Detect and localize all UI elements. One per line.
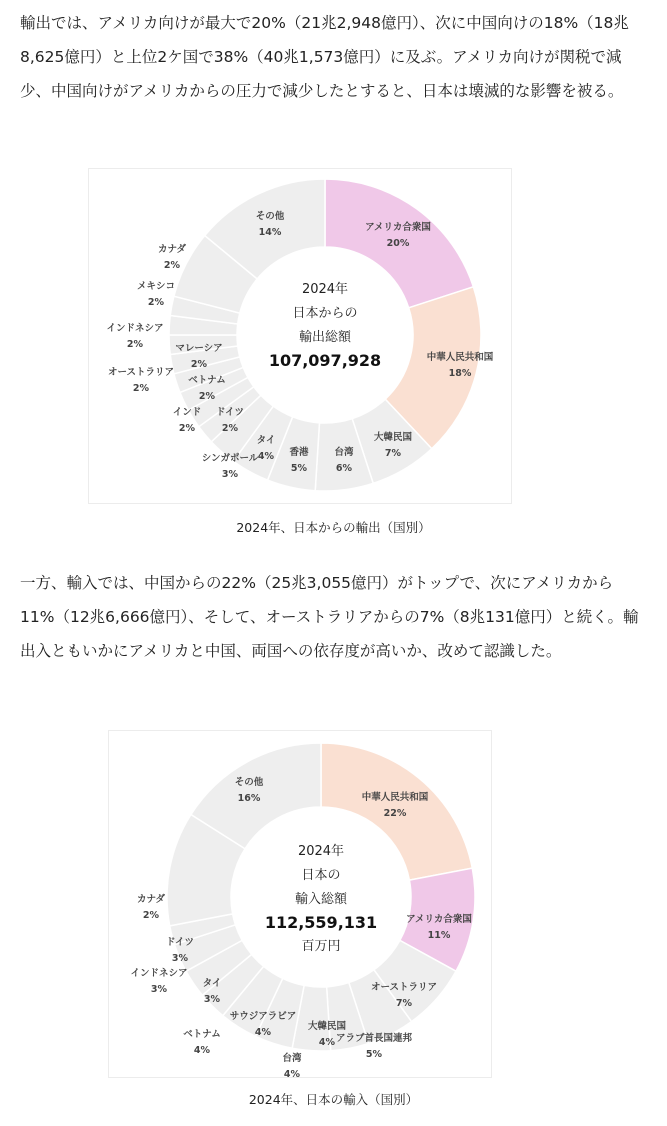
slice-label-サウジアラビア: サウジアラビア 4% bbox=[229, 1011, 297, 1038]
export-chart-container bbox=[88, 168, 512, 504]
slice-label-カナダ: カナダ 2% bbox=[136, 894, 166, 921]
slice-label-大韓民国: 大韓民国 4% bbox=[307, 1021, 347, 1048]
slice-label-インドネシア: インドネシア 2% bbox=[106, 323, 164, 350]
article-paragraph-import: 一方、輸入では、中国からの22%（25兆3,055億円）がトップで、次にアメリカから11%（12兆6,666億円）、そして、オーストラリアからの7%（8兆131億円）と続く。輸出入ともいかにアメリカと中国、両国への依存度が高いか、改めて認識した。 bbox=[20, 574, 639, 660]
import-chart-caption: 2024年、日本の輸入（国別） bbox=[248, 1092, 419, 1107]
slice-label-台湾: 台湾 6% bbox=[334, 447, 354, 474]
slice-label-メキシコ: メキシコ 2% bbox=[137, 281, 175, 308]
import-center-line2: 日本の bbox=[301, 868, 341, 883]
article-paragraph-export: 輸出では、アメリカ向けが最大で20%（21兆2,948億円）、次に中国向けの18%（18兆8,625億円）と上位2ケ国で38%（40兆1,573億円）に及ぶ。アメリカ向けが関税で減少、中国向けがアメリカからの圧力で減少したとすると、日本は壊滅的な影響を被る。 bbox=[20, 14, 629, 100]
slice-label-ベトナム: ベトナム 2% bbox=[188, 375, 226, 402]
export-center-line3: 輸出総額 bbox=[298, 330, 352, 345]
slice-label-タイ: タイ 4% bbox=[256, 435, 276, 462]
import-center-year: 2024年 bbox=[297, 844, 345, 859]
slice-label-カナダ: カナダ 2% bbox=[157, 244, 187, 271]
slice-label-中華人民共和国: 中華人民共和国 18% bbox=[426, 352, 494, 379]
export-center-year: 2024年 bbox=[301, 282, 349, 297]
slice-label-中華人民共和国: 中華人民共和国 22% bbox=[361, 792, 429, 819]
import-center-total: 112,559,131 bbox=[264, 913, 378, 932]
slice-label-アメリカ合衆国: アメリカ合衆国 20% bbox=[365, 222, 431, 249]
slice-label-マレーシア: マレーシア 2% bbox=[175, 343, 223, 370]
slice-label-シンガポール: シンガポール 3% bbox=[201, 453, 259, 480]
slice-label-香港: 香港 5% bbox=[289, 447, 309, 474]
slice-label-大韓民国: 大韓民国 7% bbox=[373, 432, 413, 459]
import-chart-container bbox=[108, 730, 492, 1078]
slice-label-オーストラリア: オーストラリア 2% bbox=[107, 367, 175, 394]
slice-label-その他: その他 16% bbox=[234, 777, 264, 804]
import-donut-chart bbox=[109, 731, 491, 1077]
export-center-total: 107,097,928 bbox=[268, 351, 382, 370]
slice-label-インド: インド 2% bbox=[172, 407, 202, 434]
slice-label-ベトナム: ベトナム 4% bbox=[183, 1029, 221, 1056]
slice-label-インドネシア: インドネシア 3% bbox=[130, 968, 188, 995]
export-center-line2: 日本からの bbox=[292, 306, 358, 321]
slice-label-オーストラリア: オーストラリア 7% bbox=[370, 982, 438, 1009]
slice-label-その他: その他 14% bbox=[255, 211, 285, 238]
slice-label-ドイツ: ドイツ 2% bbox=[215, 407, 245, 434]
slice-label-アメリカ合衆国: アメリカ合衆国 11% bbox=[406, 914, 472, 941]
export-chart-caption: 2024年、日本からの輸出（国別） bbox=[236, 520, 431, 535]
slice-label-ドイツ: ドイツ 3% bbox=[165, 937, 195, 964]
import-center-line3: 輸入総額 bbox=[294, 892, 348, 907]
export-donut-chart bbox=[89, 169, 511, 503]
slice-label-台湾: 台湾 4% bbox=[282, 1053, 302, 1077]
slice-label-アラブ首長国連邦: アラブ首長国連邦 5% bbox=[335, 1033, 413, 1060]
slice-label-タイ: タイ 3% bbox=[202, 978, 222, 1005]
import-center-unit: 百万円 bbox=[301, 939, 341, 954]
